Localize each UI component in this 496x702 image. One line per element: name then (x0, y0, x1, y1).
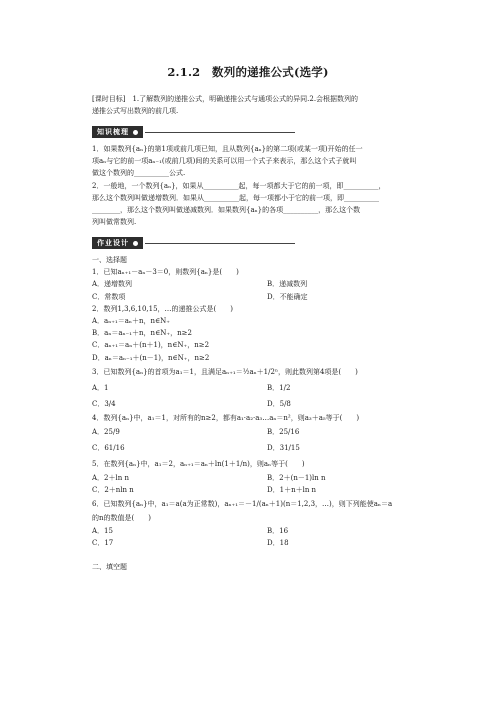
options-row (92, 380, 422, 396)
section-header-knowledge (92, 126, 295, 138)
text-line: 那么这个数列叫做递增数列．如果从__________起，每一项都小于它的前一项，即__________ (92, 193, 379, 202)
option: D．18 (267, 538, 289, 547)
option: C．17 (92, 538, 114, 547)
option: B．16 (267, 526, 289, 535)
options-row (92, 525, 422, 537)
option: C．aₙ₊₁＝aₙ＋(n＋1)，n∈N₊，n≥2 (92, 341, 210, 350)
question-4: 4．数列{aₙ}中，a₁＝1，对所有的n≥2，都有a₁·a₂·a₃…aₙ＝n²，则a₃＋a₅等于( ) (92, 413, 360, 422)
option: A．2＋ln n (92, 474, 129, 483)
option: B．25/16 (267, 428, 300, 437)
page-title: 2.1.2 数列的递推公式(选学) (167, 65, 329, 79)
option: B．递减数列 (267, 280, 308, 289)
options-row (92, 484, 422, 496)
text-line: 列叫做常数列. (92, 218, 137, 227)
option: D．31/15 (267, 444, 300, 453)
option: A．25/9 (92, 428, 120, 437)
option: B．aₙ＝aₙ₋₁＋n，n∈N₊，n≥2 (92, 329, 192, 338)
text-line: 项aₙ与它的前一项aₙ₋₁(或前几项)间的关系可以用一个式子来表示，那么这个式子就叫 (92, 157, 357, 166)
option: D．不能确定 (267, 292, 308, 301)
option: D．aₙ＝aₙ₋₁＋(n－1)，n∈N₊，n≥2 (92, 353, 210, 362)
options-row (92, 424, 422, 440)
option: A．1 (92, 383, 109, 392)
divider (145, 132, 295, 133)
options-row (92, 278, 422, 290)
option: A．15 (92, 526, 113, 535)
question-6: 6．已知数列{aₙ}中，a₁＝a(a为正常数)，aₙ₊₁＝－1/(aₙ＋1)(n＝1,2,3，…)，则下列能使aₙ＝a (92, 500, 393, 509)
objective-line: 递推公式写出数列的前几项. (92, 107, 179, 116)
option: D．1＋n＋ln n (267, 486, 317, 495)
objective-line: [课时目标] 1.了解数列的递推公式，明确递推公式与通项公式的异同.2.会根据数列的 (92, 95, 359, 103)
objectives (92, 93, 422, 117)
option: C．3/4 (92, 399, 116, 408)
divider (145, 243, 295, 244)
option: A．aₙ₊₁＝aₙ＋n，n∈N₊ (92, 317, 170, 326)
options-row (92, 396, 422, 412)
option: A．递增数列 (92, 280, 133, 289)
section-label: 作业设计 (97, 239, 129, 247)
section-header-homework (92, 237, 295, 249)
text-line: 2．一般地，一个数列{aₙ}，如果从__________起，每一项都大于它的前一项，即__________， (92, 181, 386, 190)
text-line: 做这个数列的__________公式. (92, 169, 186, 178)
section-label: 知识梳理 (97, 128, 129, 136)
part-heading: 一、选择题 (92, 256, 127, 264)
bullet-icon (133, 241, 138, 246)
bullet-icon (133, 130, 138, 135)
options-row (92, 537, 422, 549)
option: D．5/8 (267, 399, 291, 408)
exercises (92, 254, 422, 573)
options-row (92, 291, 422, 303)
question-6-cont: 的n的数值是( ) (92, 514, 151, 523)
option: C．2＋nln n (92, 486, 134, 495)
question-3: 3．已知数列{aₙ}的首项为a₁＝1，且满足aₙ₊₁＝½aₙ＋1/2ⁿ，则此数列第4项是( ) (92, 367, 358, 376)
options-row (92, 472, 422, 484)
option: C．61/16 (92, 444, 125, 453)
option: C．常数项 (92, 292, 126, 301)
option: B．2＋(n－1)ln n (267, 474, 326, 483)
text-line: 1．如果数列{aₙ}的第1项或前几项已知，且从数列{aₙ}的第二项(或某一项)开始的任一 (92, 145, 363, 153)
question-5: 5．在数列{aₙ}中，a₁＝2，aₙ₊₁＝aₙ＋ln(1＋1/n)，则aₙ等于( ) (92, 460, 305, 469)
question-1: 1．已知aₙ₊₁－aₙ－3＝0，则数列{aₙ}是( ) (92, 268, 239, 277)
question-2: 2．数列1,3,6,10,15，…的递推公式是( ) (92, 304, 233, 313)
option: B．1/2 (267, 383, 291, 392)
options-row (92, 440, 422, 456)
text-line: ________，那么这个数列叫做递减数列．如果数列{aₙ}的各项__________，那么这个数 (92, 206, 361, 215)
knowledge-summary (92, 143, 422, 228)
part-heading: 二、填空题 (92, 563, 127, 572)
